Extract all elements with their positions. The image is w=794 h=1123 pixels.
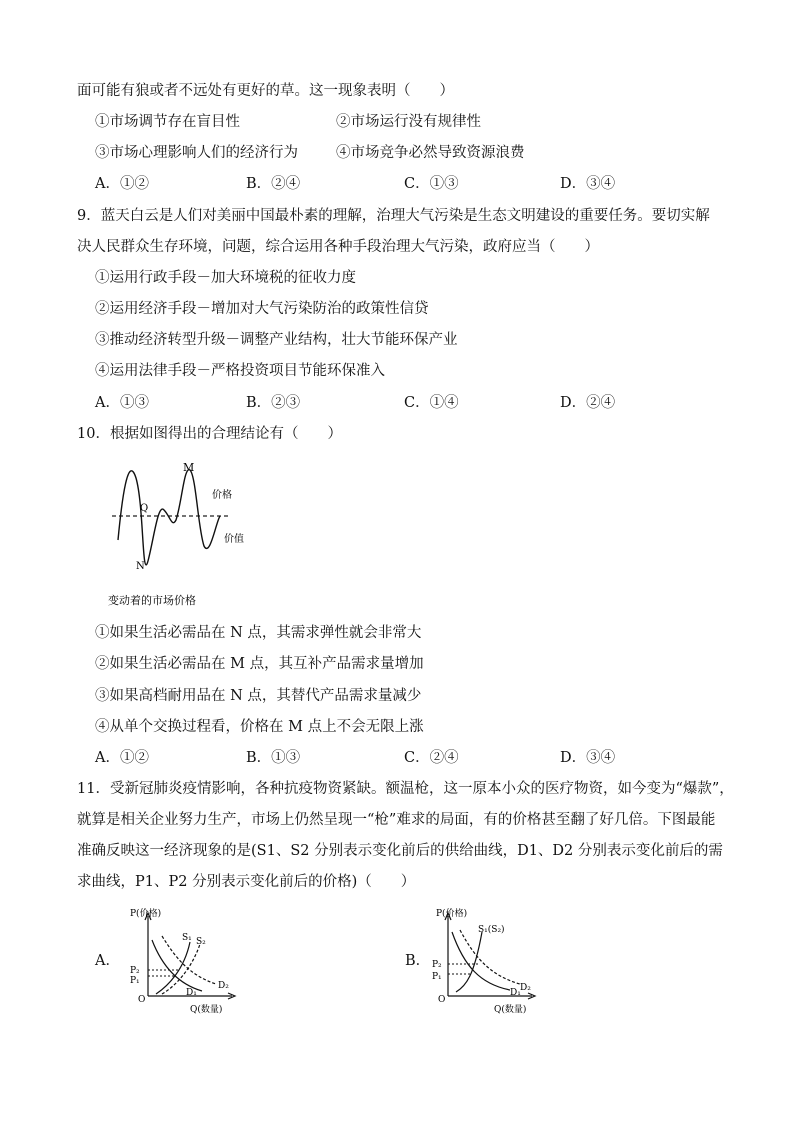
q8-choice-d[interactable]: D．③④ [560,176,616,192]
graph-b-s-label: S₁(S₂) [478,925,505,935]
q11-stem-line-2: 就算是相关企业努力生产，市场上仍然呈现一“枪”难求的局面，有的价格甚至翻了好几倍。下图最能 [77,812,716,828]
q11-stem-line-3: 准确反映这一经济现象的是(S1、S2 分别表示变化前后的供给曲线，D1、D2 分别表示变化前后的需 [77,843,723,859]
graph-a-p1-label: P₁ [130,976,140,986]
price-label: 价格 [212,490,232,501]
q10-item-2: ②如果生活必需品在 M 点，其互补产品需求量增加 [95,656,424,672]
q8-item-2: ②市场运行没有规律性 [336,114,481,130]
point-q-label: Q [140,503,149,514]
q9-item-3: ③推动经济转型升级－调整产业结构，壮大节能环保产业 [95,332,458,348]
graph-a-s2-curve [162,944,200,994]
q10-choice-b[interactable]: B．①③ [246,750,301,766]
graph-a-s1-label: S₁ [182,933,192,943]
q9-item-1: ①运用行政手段－加大环境税的征收力度 [95,270,356,286]
q9-choice-d[interactable]: D．②④ [560,395,616,411]
graph-a-d1-curve [152,940,202,991]
point-n-label: N [136,561,145,572]
graph-a-x-label: Q(数量) [190,1005,223,1015]
q11-stem-line-4: 求曲线，P1、P2 分别表示变化前后的价格)（ ） [77,874,416,890]
graph-b-origin: O [438,995,446,1005]
q8-choice-b[interactable]: B．②④ [246,176,301,192]
q11-choice-b[interactable]: B． [405,953,431,969]
q10-item-1: ①如果生活必需品在 N 点，其需求弹性就会非常大 [95,625,422,641]
q8-item-4: ④市场竞争必然导致资源浪费 [336,145,525,161]
q10-choice-a[interactable]: A．①② [95,750,149,766]
q9-stem-line-2: 决人民群众生存环境，问题，综合运用各种手段治理大气污染，政府应当（ ） [77,239,599,255]
q10-item-4: ④从单个交换过程看，价格在 M 点上不会无限上涨 [95,719,424,735]
q9-choice-b[interactable]: B．②③ [246,395,301,411]
graph-b-x-label: Q(数量) [494,1005,527,1015]
graph-a-d1-label: D₁ [186,988,197,998]
graph-a-s2-label: S₂ [196,937,206,947]
graph-a-p2-label: P₂ [130,966,140,976]
graph-b-s-curve [456,932,482,992]
graph-a-d2-label: D₂ [218,981,229,991]
q8-choice-c[interactable]: C．①③ [404,176,459,192]
q8-item-3: ③市场心理影响人们的经济行为 [95,145,298,161]
q9-choice-c[interactable]: C．①④ [404,395,459,411]
graph-a-s1-curve [156,942,190,994]
graph-a-origin: O [138,995,146,1005]
q8-choice-a[interactable]: A．①② [95,176,149,192]
graph-b-d1-label: D₁ [510,988,521,998]
q10-choice-c[interactable]: C．②④ [404,750,459,766]
graph-a [120,904,250,1016]
graph-b-y-label: P(价格) [436,909,468,919]
q9-item-2: ②运用经济手段－增加对大气污染防治的政策性信贷 [95,301,429,317]
q8-stem-tail: 面可能有狼或者不远处有更好的草。这一现象表明（ ） [77,83,454,99]
price-curve [118,470,220,565]
graph-b-p1-label: P₁ [432,972,442,982]
q11-stem-line-1: 11．受新冠肺炎疫情影响，各种抗疫物资紧缺。额温枪，这一原本小众的医疗物资，如今变为“爆款”， [77,781,734,797]
graph-b [420,904,550,1016]
value-label: 价值 [224,534,244,545]
q9-choice-a[interactable]: A．①③ [95,395,149,411]
q10-stem: 10．根据如图得出的合理结论有（ ） [77,426,342,442]
q9-stem-line-1: 9．蓝天白云是人们对美丽中国最朴素的理解，治理大气污染是生态文明建设的重要任务。要切实解 [77,208,710,224]
graph-a-y-label: P(价格) [130,909,162,919]
graph-b-d2-label: D₂ [520,983,531,993]
q11-choice-a[interactable]: A． [95,953,120,969]
graph-b-d2-curve [460,930,520,984]
graph-b-p2-label: P₂ [432,960,442,970]
q10-item-3: ③如果高档耐用品在 N 点，其替代产品需求量减少 [95,688,422,704]
q10-choice-d[interactable]: D．③④ [560,750,616,766]
q9-item-4: ④运用法律手段－严格投资项目节能环保准入 [95,363,385,379]
q8-item-1: ①市场调节存在盲目性 [95,114,240,130]
market-price-figure [100,458,260,608]
point-m-label: M [183,461,195,474]
graph-a-d2-curve [162,936,216,984]
figure-caption: 变动着的市场价格 [108,594,196,607]
